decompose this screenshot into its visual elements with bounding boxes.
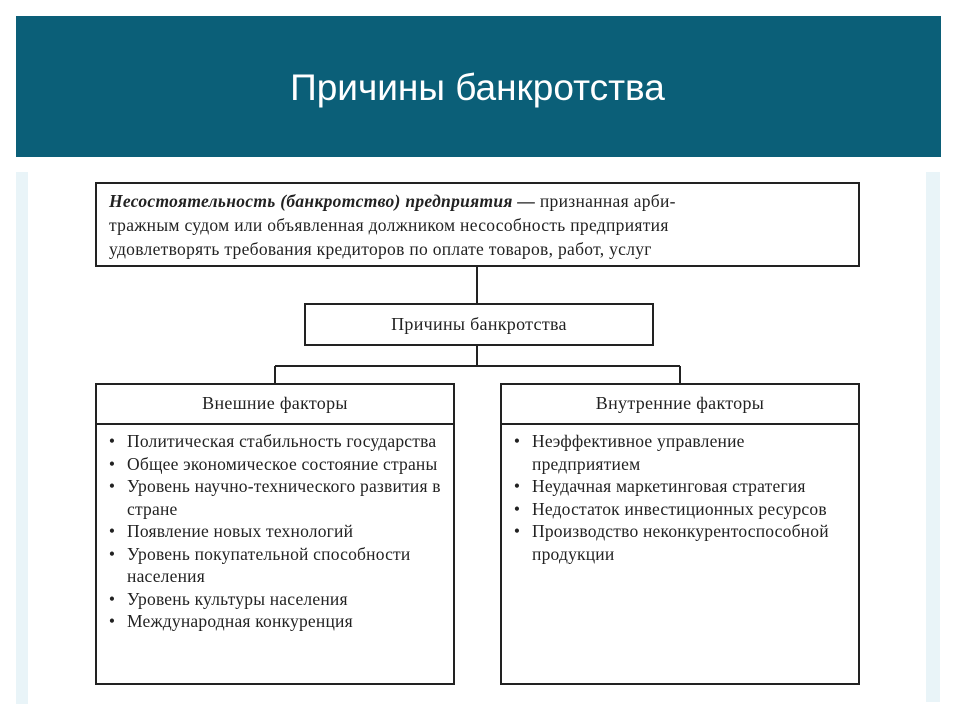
list-item-text: Уровень культуры населения	[127, 588, 348, 609]
definition-box	[95, 182, 860, 267]
internal-factors-list	[502, 425, 858, 565]
list-item-text: Производство неконкурентоспособной продукции	[532, 521, 829, 564]
definition-line-2: тражным судом или объявленная должником несособность предприятия	[109, 215, 669, 235]
list-item-text: Недостаток инвестиционных ресурсов	[532, 498, 827, 519]
internal-factors-panel	[500, 383, 860, 685]
slide-title: Причины банкротства	[290, 67, 665, 108]
list-item	[510, 520, 852, 565]
list-item-text: Политическая стабильность государства	[127, 431, 437, 451]
list-item-text: Уровень научно-технического развития в стране	[127, 476, 441, 519]
external-factors-heading: Внешние факторы	[97, 385, 453, 425]
bullet-icon: •	[513, 476, 521, 496]
definition-term: Несостоятельность (банкротство) предприятия —	[109, 191, 536, 211]
list-item-text: Появление новых технологий	[127, 521, 354, 541]
definition-line-1-rest: признанная арби-	[535, 191, 676, 211]
list-item	[105, 475, 447, 520]
list-item-text: Неэффективное управление предприятием	[532, 431, 745, 474]
bullet-icon: •	[108, 611, 116, 631]
list-item-text: Международная конкуренция	[127, 611, 353, 631]
bullet-icon: •	[108, 431, 116, 451]
list-item	[105, 520, 447, 543]
bullet-icon: •	[108, 476, 116, 496]
external-factors-list	[97, 425, 453, 633]
list-item	[105, 453, 447, 476]
bullet-icon: •	[108, 543, 116, 564]
center-node: Причины банкротства	[304, 303, 654, 346]
external-factors-panel	[95, 383, 455, 685]
list-item-text: Общее экономическое состояние страны	[127, 453, 438, 474]
list-item	[105, 430, 447, 453]
bullet-icon: •	[108, 521, 116, 541]
bullet-icon: •	[108, 453, 116, 474]
bullet-icon: •	[513, 521, 521, 541]
bullet-icon: •	[108, 588, 116, 609]
bullet-icon: •	[513, 431, 521, 451]
list-item-text: Уровень покупательной способности населения	[127, 543, 411, 586]
bullet-icon: •	[513, 498, 521, 519]
list-item	[510, 430, 852, 475]
list-item	[105, 588, 447, 611]
list-item	[510, 498, 852, 521]
definition-line-3: удовлетворять требования кредиторов по оплате товаров, работ, услуг	[109, 239, 652, 259]
list-item	[105, 543, 447, 588]
definition-line-1	[109, 189, 848, 213]
list-item	[105, 610, 447, 633]
list-item	[510, 475, 852, 498]
list-item-text: Неудачная маркетинговая стратегия	[532, 476, 806, 496]
internal-factors-heading: Внутренние факторы	[502, 385, 858, 425]
